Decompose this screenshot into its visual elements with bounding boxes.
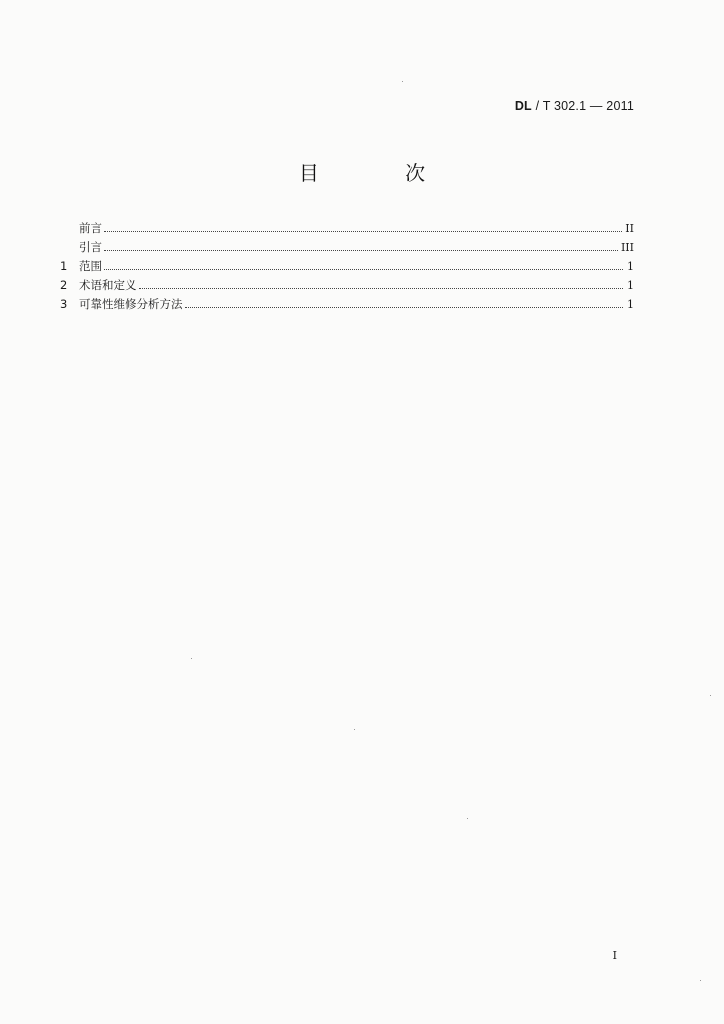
- toc-row-introduction[interactable]: [60, 238, 634, 257]
- toc-dot-leader: [139, 287, 624, 289]
- scan-speck: [354, 729, 355, 730]
- toc-row-terms[interactable]: [60, 276, 634, 295]
- toc-dot-leader: [104, 230, 622, 232]
- toc-label: 可靠性维修分析方法: [79, 297, 183, 311]
- footer-page-number: I: [612, 949, 617, 962]
- toc-page-number: III: [620, 241, 634, 254]
- scan-speck: [700, 980, 701, 981]
- toc-number: 1: [60, 259, 68, 273]
- toc-dot-leader: [104, 249, 618, 251]
- toc-row-methods[interactable]: [60, 295, 634, 314]
- toc-label: 范围: [79, 259, 102, 273]
- toc-page-number: II: [625, 222, 634, 235]
- toc-label: 前言: [79, 221, 102, 235]
- scan-speck: [467, 818, 468, 819]
- toc-label: 术语和定义: [79, 278, 137, 292]
- toc-label: 引言: [79, 240, 102, 254]
- scan-speck: [710, 695, 711, 696]
- scan-speck: [402, 81, 403, 82]
- toc-number: 3: [60, 297, 68, 311]
- toc-row-foreword[interactable]: [60, 219, 634, 238]
- toc-page-number: 1: [627, 260, 634, 273]
- toc-page-number: 1: [627, 279, 634, 292]
- standard-code-prefix: DL: [514, 99, 532, 113]
- toc-dot-leader: [104, 268, 623, 270]
- toc-page-number: 1: [627, 298, 634, 311]
- scan-speck: [191, 658, 192, 659]
- standard-code: [515, 99, 634, 113]
- toc-dot-leader: [185, 306, 624, 308]
- table-of-contents: [60, 219, 634, 314]
- toc-number: 2: [60, 278, 68, 292]
- page-title: 目 次: [298, 161, 466, 185]
- toc-row-scope[interactable]: [60, 257, 634, 276]
- standard-code-rest: / T 302.1 — 2011: [531, 99, 634, 113]
